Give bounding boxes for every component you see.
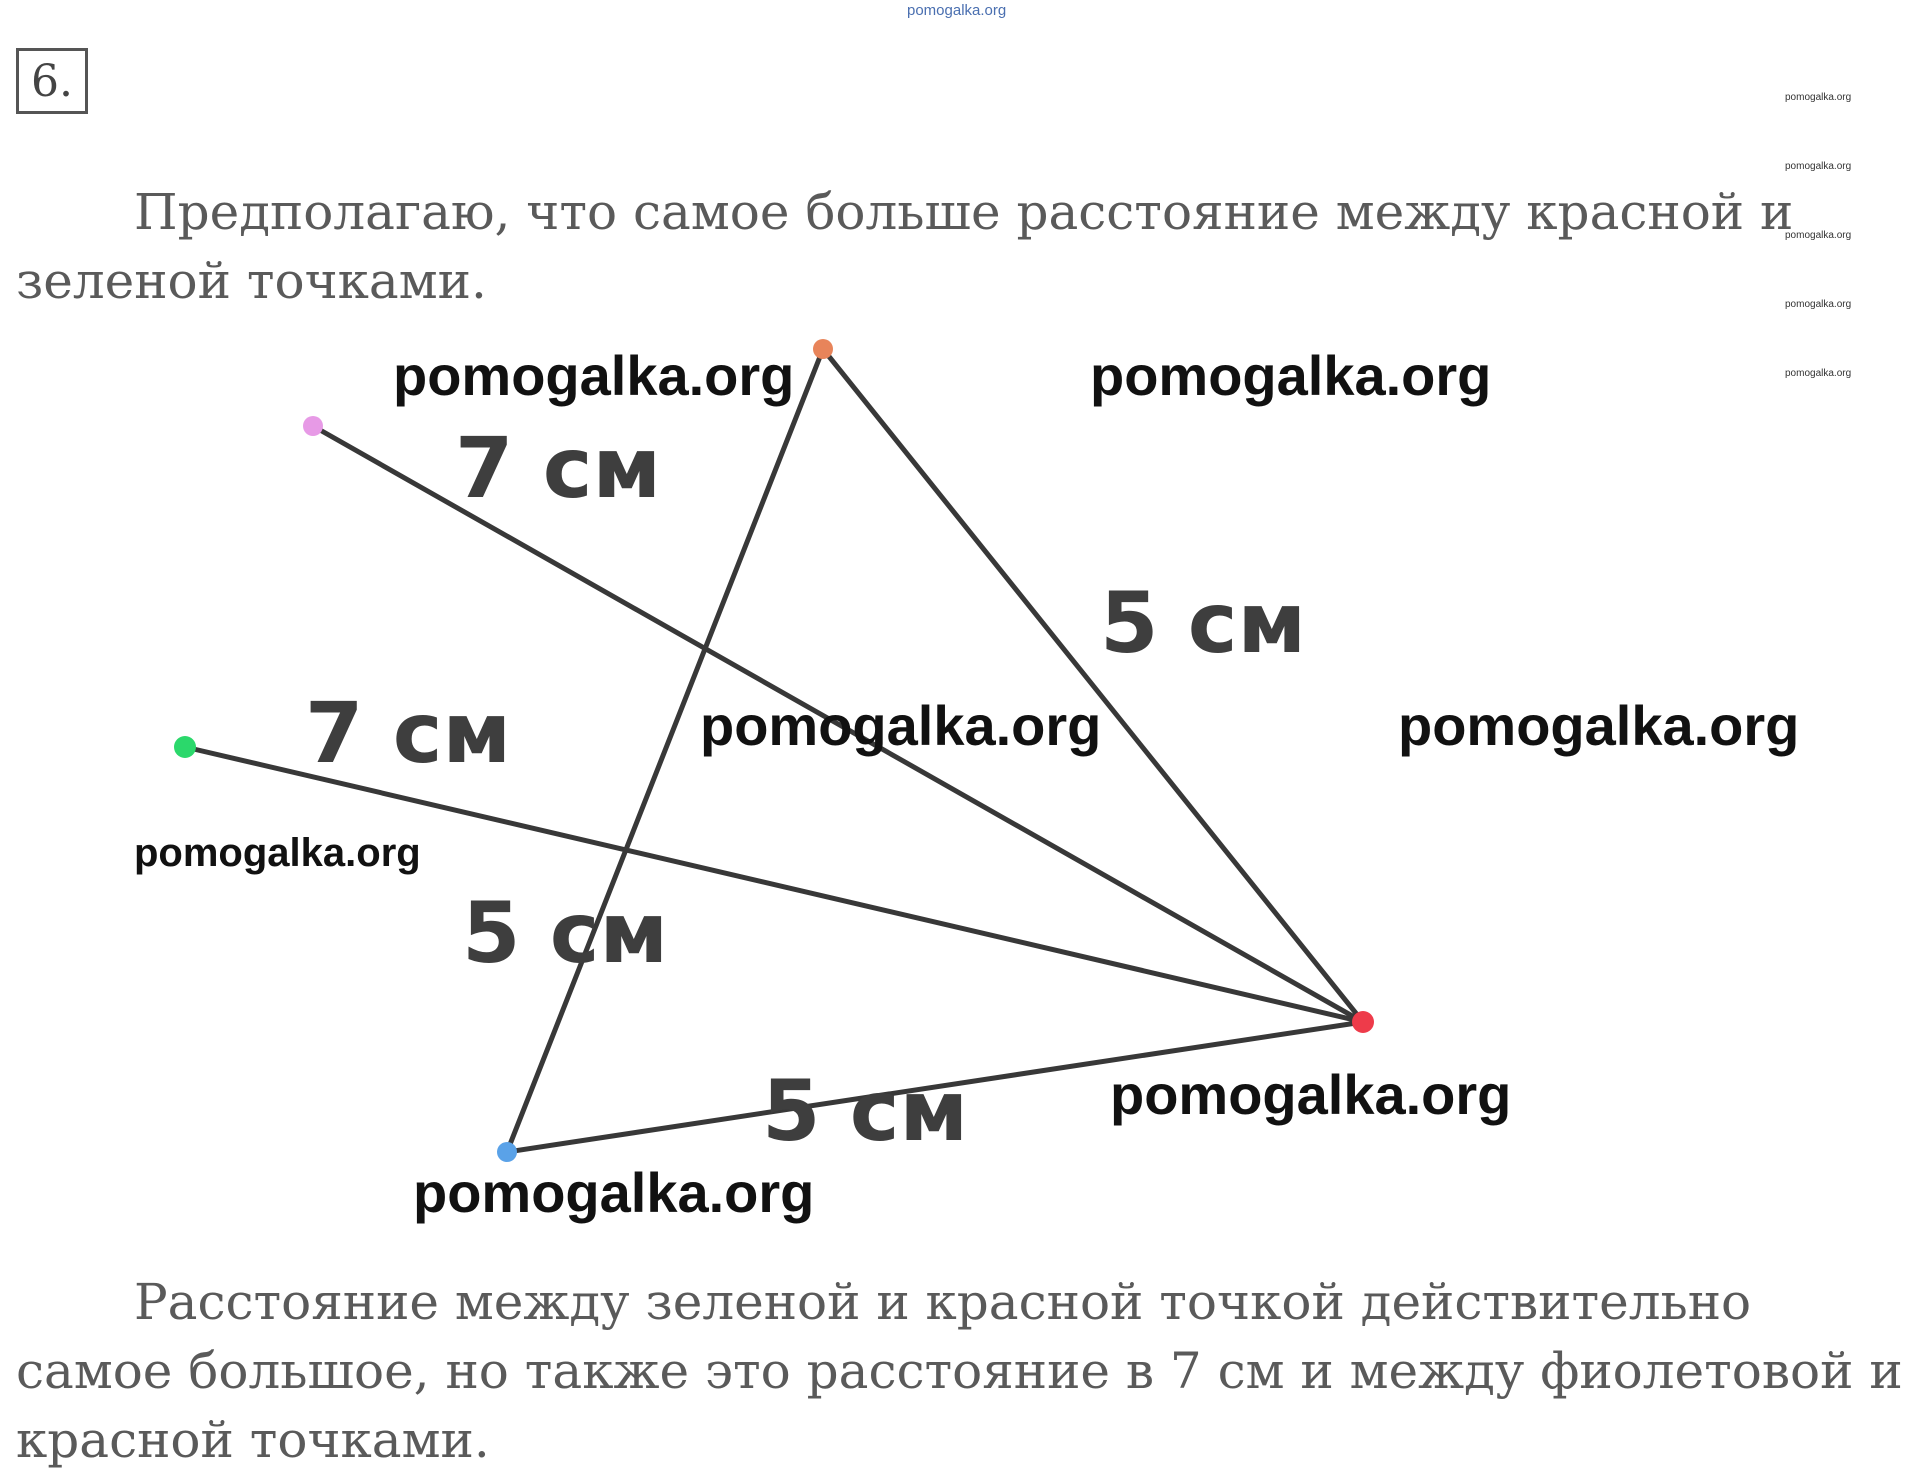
task-number: 6. bbox=[31, 55, 73, 107]
top-watermark: pomogalka.org bbox=[907, 2, 1007, 19]
side-watermark: pomogalka.org bbox=[1785, 230, 1852, 241]
segment-orange-red bbox=[823, 349, 1363, 1022]
figure-watermark: pomogalka.org bbox=[413, 1161, 815, 1224]
figure-watermark: pomogalka.org bbox=[134, 831, 421, 875]
side-watermark: pomogalka.org bbox=[1785, 368, 1852, 379]
paragraph-conclusion bbox=[16, 1268, 1906, 1475]
figure-watermark: pomogalka.org bbox=[1110, 1063, 1512, 1126]
length-label-orange-blue: 5 см bbox=[462, 884, 669, 982]
point-blue bbox=[497, 1142, 517, 1162]
length-label-violet-red: 7 см bbox=[455, 419, 662, 517]
point-red bbox=[1352, 1011, 1374, 1033]
point-green bbox=[174, 736, 196, 758]
figure-watermark: pomogalka.org bbox=[393, 344, 795, 407]
segment-green-red bbox=[185, 747, 1363, 1022]
length-label-blue-red: 5 см bbox=[762, 1062, 969, 1160]
figure-watermark: pomogalka.org bbox=[1090, 344, 1492, 407]
length-label-green-red: 7 см bbox=[305, 684, 512, 782]
point-orange bbox=[813, 339, 833, 359]
length-label-orange-red: 5 см bbox=[1100, 574, 1307, 672]
side-watermark: pomogalka.org bbox=[1785, 299, 1852, 310]
side-watermark: pomogalka.org bbox=[1785, 161, 1852, 172]
side-watermark: pomogalka.org bbox=[1785, 92, 1852, 103]
paragraph-hypothesis-text: Предполагаю, что самое больше расстояние между красной и зеленой точками. bbox=[16, 183, 1794, 310]
figure-watermark: pomogalka.org bbox=[1398, 694, 1800, 757]
figure-watermark: pomogalka.org bbox=[700, 694, 1102, 757]
paragraph-conclusion-text: Расстояние между зеленой и красной точкой действительно самое большое, но также это расстояние в 7 см и между фиолетовой и красной точками. bbox=[16, 1273, 1903, 1469]
point-violet bbox=[303, 416, 323, 436]
